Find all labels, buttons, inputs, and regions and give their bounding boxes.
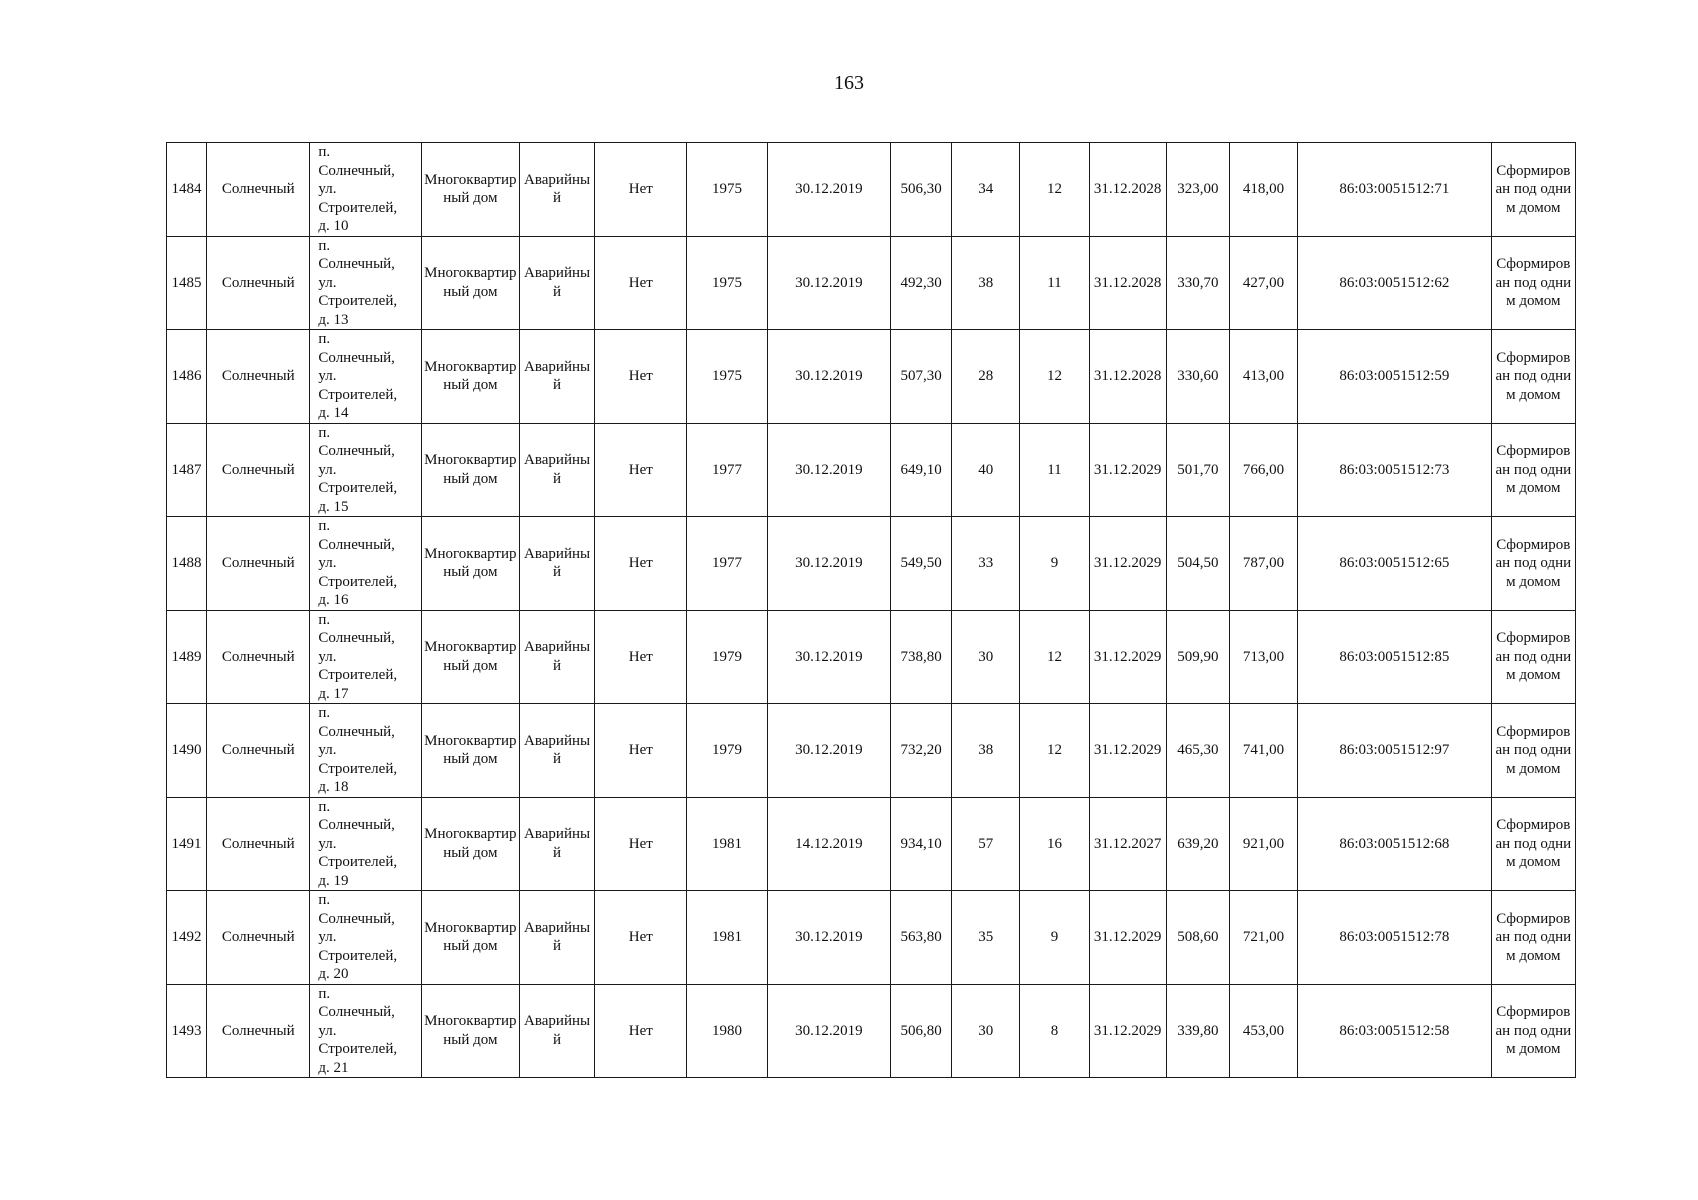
table-row bbox=[167, 891, 1576, 985]
address-line: п. bbox=[318, 518, 331, 534]
condition-cell: Аварийный bbox=[519, 704, 594, 798]
residents-cell: 35 bbox=[952, 891, 1020, 985]
address-line: Солнечный, bbox=[318, 536, 395, 553]
row-number-cell: 1493 bbox=[167, 984, 207, 1078]
residents-cell: 57 bbox=[952, 797, 1020, 891]
building-type-cell: Многоквартирный дом bbox=[421, 704, 519, 798]
address-cell bbox=[310, 330, 421, 424]
table-row bbox=[167, 330, 1576, 424]
table-row bbox=[167, 236, 1576, 330]
flag-cell: Нет bbox=[595, 797, 687, 891]
cadastral-number-cell: 86:03:0051512:85 bbox=[1298, 610, 1492, 704]
living-area-cell: 509,90 bbox=[1166, 610, 1229, 704]
resettlement-deadline-cell: 31.12.2029 bbox=[1089, 610, 1166, 704]
address-line: д. 17 bbox=[318, 685, 349, 702]
address-line: ул. bbox=[318, 274, 337, 291]
building-type-cell: Многоквартирный дом bbox=[421, 330, 519, 424]
resettlement-deadline-cell: 31.12.2028 bbox=[1089, 236, 1166, 330]
settlement-cell: Солнечный bbox=[207, 517, 310, 611]
address-line: Солнечный, bbox=[318, 910, 395, 927]
land-area-cell: 721,00 bbox=[1229, 891, 1297, 985]
living-area-cell: 639,20 bbox=[1166, 797, 1229, 891]
year-built-cell: 1981 bbox=[687, 891, 767, 985]
address-cell bbox=[310, 891, 421, 985]
cadastral-number-cell: 86:03:0051512:71 bbox=[1298, 143, 1492, 237]
address-line: ул. bbox=[318, 835, 337, 852]
building-type-cell: Многоквартирный дом bbox=[421, 891, 519, 985]
building-type-cell: Многоквартирный дом bbox=[421, 423, 519, 517]
address-line: д. 10 bbox=[318, 218, 349, 234]
address-line: Солнечный, bbox=[318, 630, 395, 646]
units-cell: 9 bbox=[1020, 891, 1089, 985]
living-area-cell: 508,60 bbox=[1166, 891, 1229, 985]
total-area-cell: 492,30 bbox=[890, 236, 951, 330]
total-area-cell: 934,10 bbox=[890, 797, 951, 891]
address-line: ул. bbox=[318, 368, 337, 384]
cadastral-number-cell: 86:03:0051512:65 bbox=[1298, 517, 1492, 611]
page-number: 163 bbox=[834, 72, 864, 94]
condition-cell: Аварийный bbox=[519, 236, 594, 330]
address-line: п. bbox=[318, 798, 331, 815]
units-cell: 12 bbox=[1020, 330, 1089, 424]
recognition-date-cell: 30.12.2019 bbox=[767, 143, 890, 237]
units-cell: 11 bbox=[1020, 423, 1089, 517]
address-line: д. 18 bbox=[318, 779, 349, 795]
condition-cell: Аварийный bbox=[519, 984, 594, 1078]
flag-cell: Нет bbox=[595, 704, 687, 798]
flag-cell: Нет bbox=[595, 517, 687, 611]
address-line: Строителей, bbox=[318, 480, 398, 496]
settlement-cell: Солнечный bbox=[207, 236, 310, 330]
flag-cell: Нет bbox=[595, 143, 687, 237]
building-type-cell: Многоквартирный дом bbox=[421, 984, 519, 1078]
living-area-cell: 330,70 bbox=[1166, 236, 1229, 330]
resettlement-deadline-cell: 31.12.2028 bbox=[1089, 330, 1166, 424]
year-built-cell: 1975 bbox=[687, 330, 767, 424]
table-row bbox=[167, 517, 1576, 611]
building-type-cell: Многоквартирный дом bbox=[421, 610, 519, 704]
units-cell: 12 bbox=[1020, 704, 1089, 798]
address-cell bbox=[310, 517, 421, 611]
address-line: п. bbox=[318, 331, 331, 347]
table-row bbox=[167, 423, 1576, 517]
land-area-cell: 418,00 bbox=[1229, 143, 1297, 237]
address-line: ул. bbox=[318, 648, 337, 665]
land-area-cell: 766,00 bbox=[1229, 423, 1297, 517]
cadastral-number-cell: 86:03:0051512:73 bbox=[1298, 423, 1492, 517]
address-line: Строителей, bbox=[318, 1041, 398, 1057]
settlement-cell: Солнечный bbox=[207, 423, 310, 517]
total-area-cell: 738,80 bbox=[890, 610, 951, 704]
cadastral-number-cell: 86:03:0051512:78 bbox=[1298, 891, 1492, 985]
land-note-cell: Сформирован под одним домом bbox=[1491, 797, 1575, 891]
table-row bbox=[167, 143, 1576, 237]
units-cell: 8 bbox=[1020, 984, 1089, 1078]
cadastral-number-cell: 86:03:0051512:58 bbox=[1298, 984, 1492, 1078]
address-line: Солнечный, bbox=[318, 349, 395, 366]
condition-cell: Аварийный bbox=[519, 143, 594, 237]
address-cell bbox=[310, 143, 421, 237]
resettlement-deadline-cell: 31.12.2029 bbox=[1089, 423, 1166, 517]
year-built-cell: 1981 bbox=[687, 797, 767, 891]
address-line: п. bbox=[318, 424, 331, 441]
recognition-date-cell: 30.12.2019 bbox=[767, 704, 890, 798]
land-note-cell: Сформирован под одним домом bbox=[1491, 236, 1575, 330]
flag-cell: Нет bbox=[595, 984, 687, 1078]
recognition-date-cell: 30.12.2019 bbox=[767, 330, 890, 424]
table-row bbox=[167, 610, 1576, 704]
address-cell bbox=[310, 423, 421, 517]
land-area-cell: 787,00 bbox=[1229, 517, 1297, 611]
total-area-cell: 649,10 bbox=[890, 423, 951, 517]
address-line: Строителей, bbox=[318, 573, 398, 590]
flag-cell: Нет bbox=[595, 423, 687, 517]
address-line: Строителей, bbox=[318, 947, 398, 964]
flag-cell: Нет bbox=[595, 891, 687, 985]
land-note-cell: Сформирован под одним домом bbox=[1491, 704, 1575, 798]
cadastral-number-cell: 86:03:0051512:59 bbox=[1298, 330, 1492, 424]
address-line: Солнечный, bbox=[318, 256, 395, 272]
address-line: д. 21 bbox=[318, 1059, 349, 1076]
recognition-date-cell: 30.12.2019 bbox=[767, 891, 890, 985]
address-line: Солнечный, bbox=[318, 162, 395, 179]
residents-cell: 38 bbox=[952, 704, 1020, 798]
year-built-cell: 1980 bbox=[687, 984, 767, 1078]
year-built-cell: 1977 bbox=[687, 517, 767, 611]
address-line: д. 16 bbox=[318, 592, 349, 608]
address-line: п. bbox=[318, 892, 331, 908]
condition-cell: Аварийный bbox=[519, 330, 594, 424]
address-line: ул. bbox=[318, 742, 337, 758]
residents-cell: 28 bbox=[952, 330, 1020, 424]
address-cell bbox=[310, 984, 421, 1078]
units-cell: 16 bbox=[1020, 797, 1089, 891]
condition-cell: Аварийный bbox=[519, 423, 594, 517]
building-type-cell: Многоквартирный дом bbox=[421, 236, 519, 330]
address-line: п. bbox=[318, 611, 331, 628]
address-line: д. 13 bbox=[318, 311, 349, 328]
residents-cell: 30 bbox=[952, 984, 1020, 1078]
address-line: Строителей, bbox=[318, 760, 398, 777]
condition-cell: Аварийный bbox=[519, 797, 594, 891]
row-number-cell: 1487 bbox=[167, 423, 207, 517]
address-line: ул. bbox=[318, 1022, 337, 1039]
resettlement-deadline-cell: 31.12.2028 bbox=[1089, 143, 1166, 237]
flag-cell: Нет bbox=[595, 610, 687, 704]
living-area-cell: 339,80 bbox=[1166, 984, 1229, 1078]
units-cell: 12 bbox=[1020, 143, 1089, 237]
address-line: Строителей, bbox=[318, 667, 398, 683]
condition-cell: Аварийный bbox=[519, 610, 594, 704]
row-number-cell: 1485 bbox=[167, 236, 207, 330]
row-number-cell: 1491 bbox=[167, 797, 207, 891]
building-type-cell: Многоквартирный дом bbox=[421, 517, 519, 611]
land-area-cell: 713,00 bbox=[1229, 610, 1297, 704]
units-cell: 12 bbox=[1020, 610, 1089, 704]
address-line: п. bbox=[318, 705, 331, 721]
address-line: ул. bbox=[318, 929, 337, 945]
land-area-cell: 453,00 bbox=[1229, 984, 1297, 1078]
resettlement-deadline-cell: 31.12.2027 bbox=[1089, 797, 1166, 891]
living-area-cell: 501,70 bbox=[1166, 423, 1229, 517]
recognition-date-cell: 30.12.2019 bbox=[767, 236, 890, 330]
resettlement-deadline-cell: 31.12.2029 bbox=[1089, 891, 1166, 985]
address-line: д. 15 bbox=[318, 498, 349, 515]
address-line: п. bbox=[318, 144, 331, 160]
units-cell: 9 bbox=[1020, 517, 1089, 611]
address-line: д. 14 bbox=[318, 405, 349, 421]
address-cell bbox=[310, 610, 421, 704]
total-area-cell: 549,50 bbox=[890, 517, 951, 611]
address-cell bbox=[310, 236, 421, 330]
flag-cell: Нет bbox=[595, 236, 687, 330]
address-line: Строителей, bbox=[318, 386, 398, 403]
housing-registry-table bbox=[166, 142, 1576, 1078]
year-built-cell: 1975 bbox=[687, 236, 767, 330]
land-note-cell: Сформирован под одним домом bbox=[1491, 423, 1575, 517]
address-line: Солнечный, bbox=[318, 443, 395, 459]
land-area-cell: 427,00 bbox=[1229, 236, 1297, 330]
land-area-cell: 741,00 bbox=[1229, 704, 1297, 798]
row-number-cell: 1486 bbox=[167, 330, 207, 424]
units-cell: 11 bbox=[1020, 236, 1089, 330]
total-area-cell: 506,30 bbox=[890, 143, 951, 237]
table-row bbox=[167, 797, 1576, 891]
living-area-cell: 323,00 bbox=[1166, 143, 1229, 237]
cadastral-number-cell: 86:03:0051512:68 bbox=[1298, 797, 1492, 891]
year-built-cell: 1979 bbox=[687, 610, 767, 704]
address-line: ул. bbox=[318, 181, 337, 197]
flag-cell: Нет bbox=[595, 330, 687, 424]
year-built-cell: 1975 bbox=[687, 143, 767, 237]
living-area-cell: 504,50 bbox=[1166, 517, 1229, 611]
resettlement-deadline-cell: 31.12.2029 bbox=[1089, 704, 1166, 798]
condition-cell: Аварийный bbox=[519, 891, 594, 985]
recognition-date-cell: 30.12.2019 bbox=[767, 517, 890, 611]
table-row bbox=[167, 984, 1576, 1078]
total-area-cell: 507,30 bbox=[890, 330, 951, 424]
living-area-cell: 465,30 bbox=[1166, 704, 1229, 798]
settlement-cell: Солнечный bbox=[207, 797, 310, 891]
total-area-cell: 732,20 bbox=[890, 704, 951, 798]
land-note-cell: Сформирован под одним домом bbox=[1491, 143, 1575, 237]
recognition-date-cell: 30.12.2019 bbox=[767, 610, 890, 704]
recognition-date-cell: 30.12.2019 bbox=[767, 984, 890, 1078]
row-number-cell: 1489 bbox=[167, 610, 207, 704]
condition-cell: Аварийный bbox=[519, 517, 594, 611]
address-line: Солнечный, bbox=[318, 723, 395, 740]
land-area-cell: 921,00 bbox=[1229, 797, 1297, 891]
address-line: д. 19 bbox=[318, 872, 349, 889]
resettlement-deadline-cell: 31.12.2029 bbox=[1089, 517, 1166, 611]
resettlement-deadline-cell: 31.12.2029 bbox=[1089, 984, 1166, 1078]
residents-cell: 30 bbox=[952, 610, 1020, 704]
building-type-cell: Многоквартирный дом bbox=[421, 797, 519, 891]
address-line: ул. bbox=[318, 555, 337, 571]
row-number-cell: 1492 bbox=[167, 891, 207, 985]
residents-cell: 40 bbox=[952, 423, 1020, 517]
land-area-cell: 413,00 bbox=[1229, 330, 1297, 424]
year-built-cell: 1979 bbox=[687, 704, 767, 798]
settlement-cell: Солнечный bbox=[207, 143, 310, 237]
address-line: д. 20 bbox=[318, 966, 349, 982]
land-note-cell: Сформирован под одним домом bbox=[1491, 984, 1575, 1078]
land-note-cell: Сформирован под одним домом bbox=[1491, 610, 1575, 704]
land-note-cell: Сформирован под одним домом bbox=[1491, 330, 1575, 424]
cadastral-number-cell: 86:03:0051512:97 bbox=[1298, 704, 1492, 798]
address-line: ул. bbox=[318, 461, 337, 478]
total-area-cell: 506,80 bbox=[890, 984, 951, 1078]
settlement-cell: Солнечный bbox=[207, 891, 310, 985]
row-number-cell: 1488 bbox=[167, 517, 207, 611]
residents-cell: 38 bbox=[952, 236, 1020, 330]
row-number-cell: 1490 bbox=[167, 704, 207, 798]
settlement-cell: Солнечный bbox=[207, 984, 310, 1078]
residents-cell: 33 bbox=[952, 517, 1020, 611]
address-line: Строителей, bbox=[318, 293, 398, 309]
address-line: Строителей, bbox=[318, 199, 398, 216]
total-area-cell: 563,80 bbox=[890, 891, 951, 985]
address-line: п. bbox=[318, 237, 331, 254]
settlement-cell: Солнечный bbox=[207, 704, 310, 798]
residents-cell: 34 bbox=[952, 143, 1020, 237]
recognition-date-cell: 14.12.2019 bbox=[767, 797, 890, 891]
table-body bbox=[167, 143, 1576, 1078]
settlement-cell: Солнечный bbox=[207, 330, 310, 424]
address-line: п. bbox=[318, 985, 331, 1002]
address-cell bbox=[310, 797, 421, 891]
address-cell bbox=[310, 704, 421, 798]
land-note-cell: Сформирован под одним домом bbox=[1491, 517, 1575, 611]
table-row bbox=[167, 704, 1576, 798]
living-area-cell: 330,60 bbox=[1166, 330, 1229, 424]
address-line: Строителей, bbox=[318, 854, 398, 870]
year-built-cell: 1977 bbox=[687, 423, 767, 517]
recognition-date-cell: 30.12.2019 bbox=[767, 423, 890, 517]
land-note-cell: Сформирован под одним домом bbox=[1491, 891, 1575, 985]
settlement-cell: Солнечный bbox=[207, 610, 310, 704]
row-number-cell: 1484 bbox=[167, 143, 207, 237]
cadastral-number-cell: 86:03:0051512:62 bbox=[1298, 236, 1492, 330]
building-type-cell: Многоквартирный дом bbox=[421, 143, 519, 237]
address-line: Солнечный, bbox=[318, 1004, 395, 1020]
address-line: Солнечный, bbox=[318, 817, 395, 833]
